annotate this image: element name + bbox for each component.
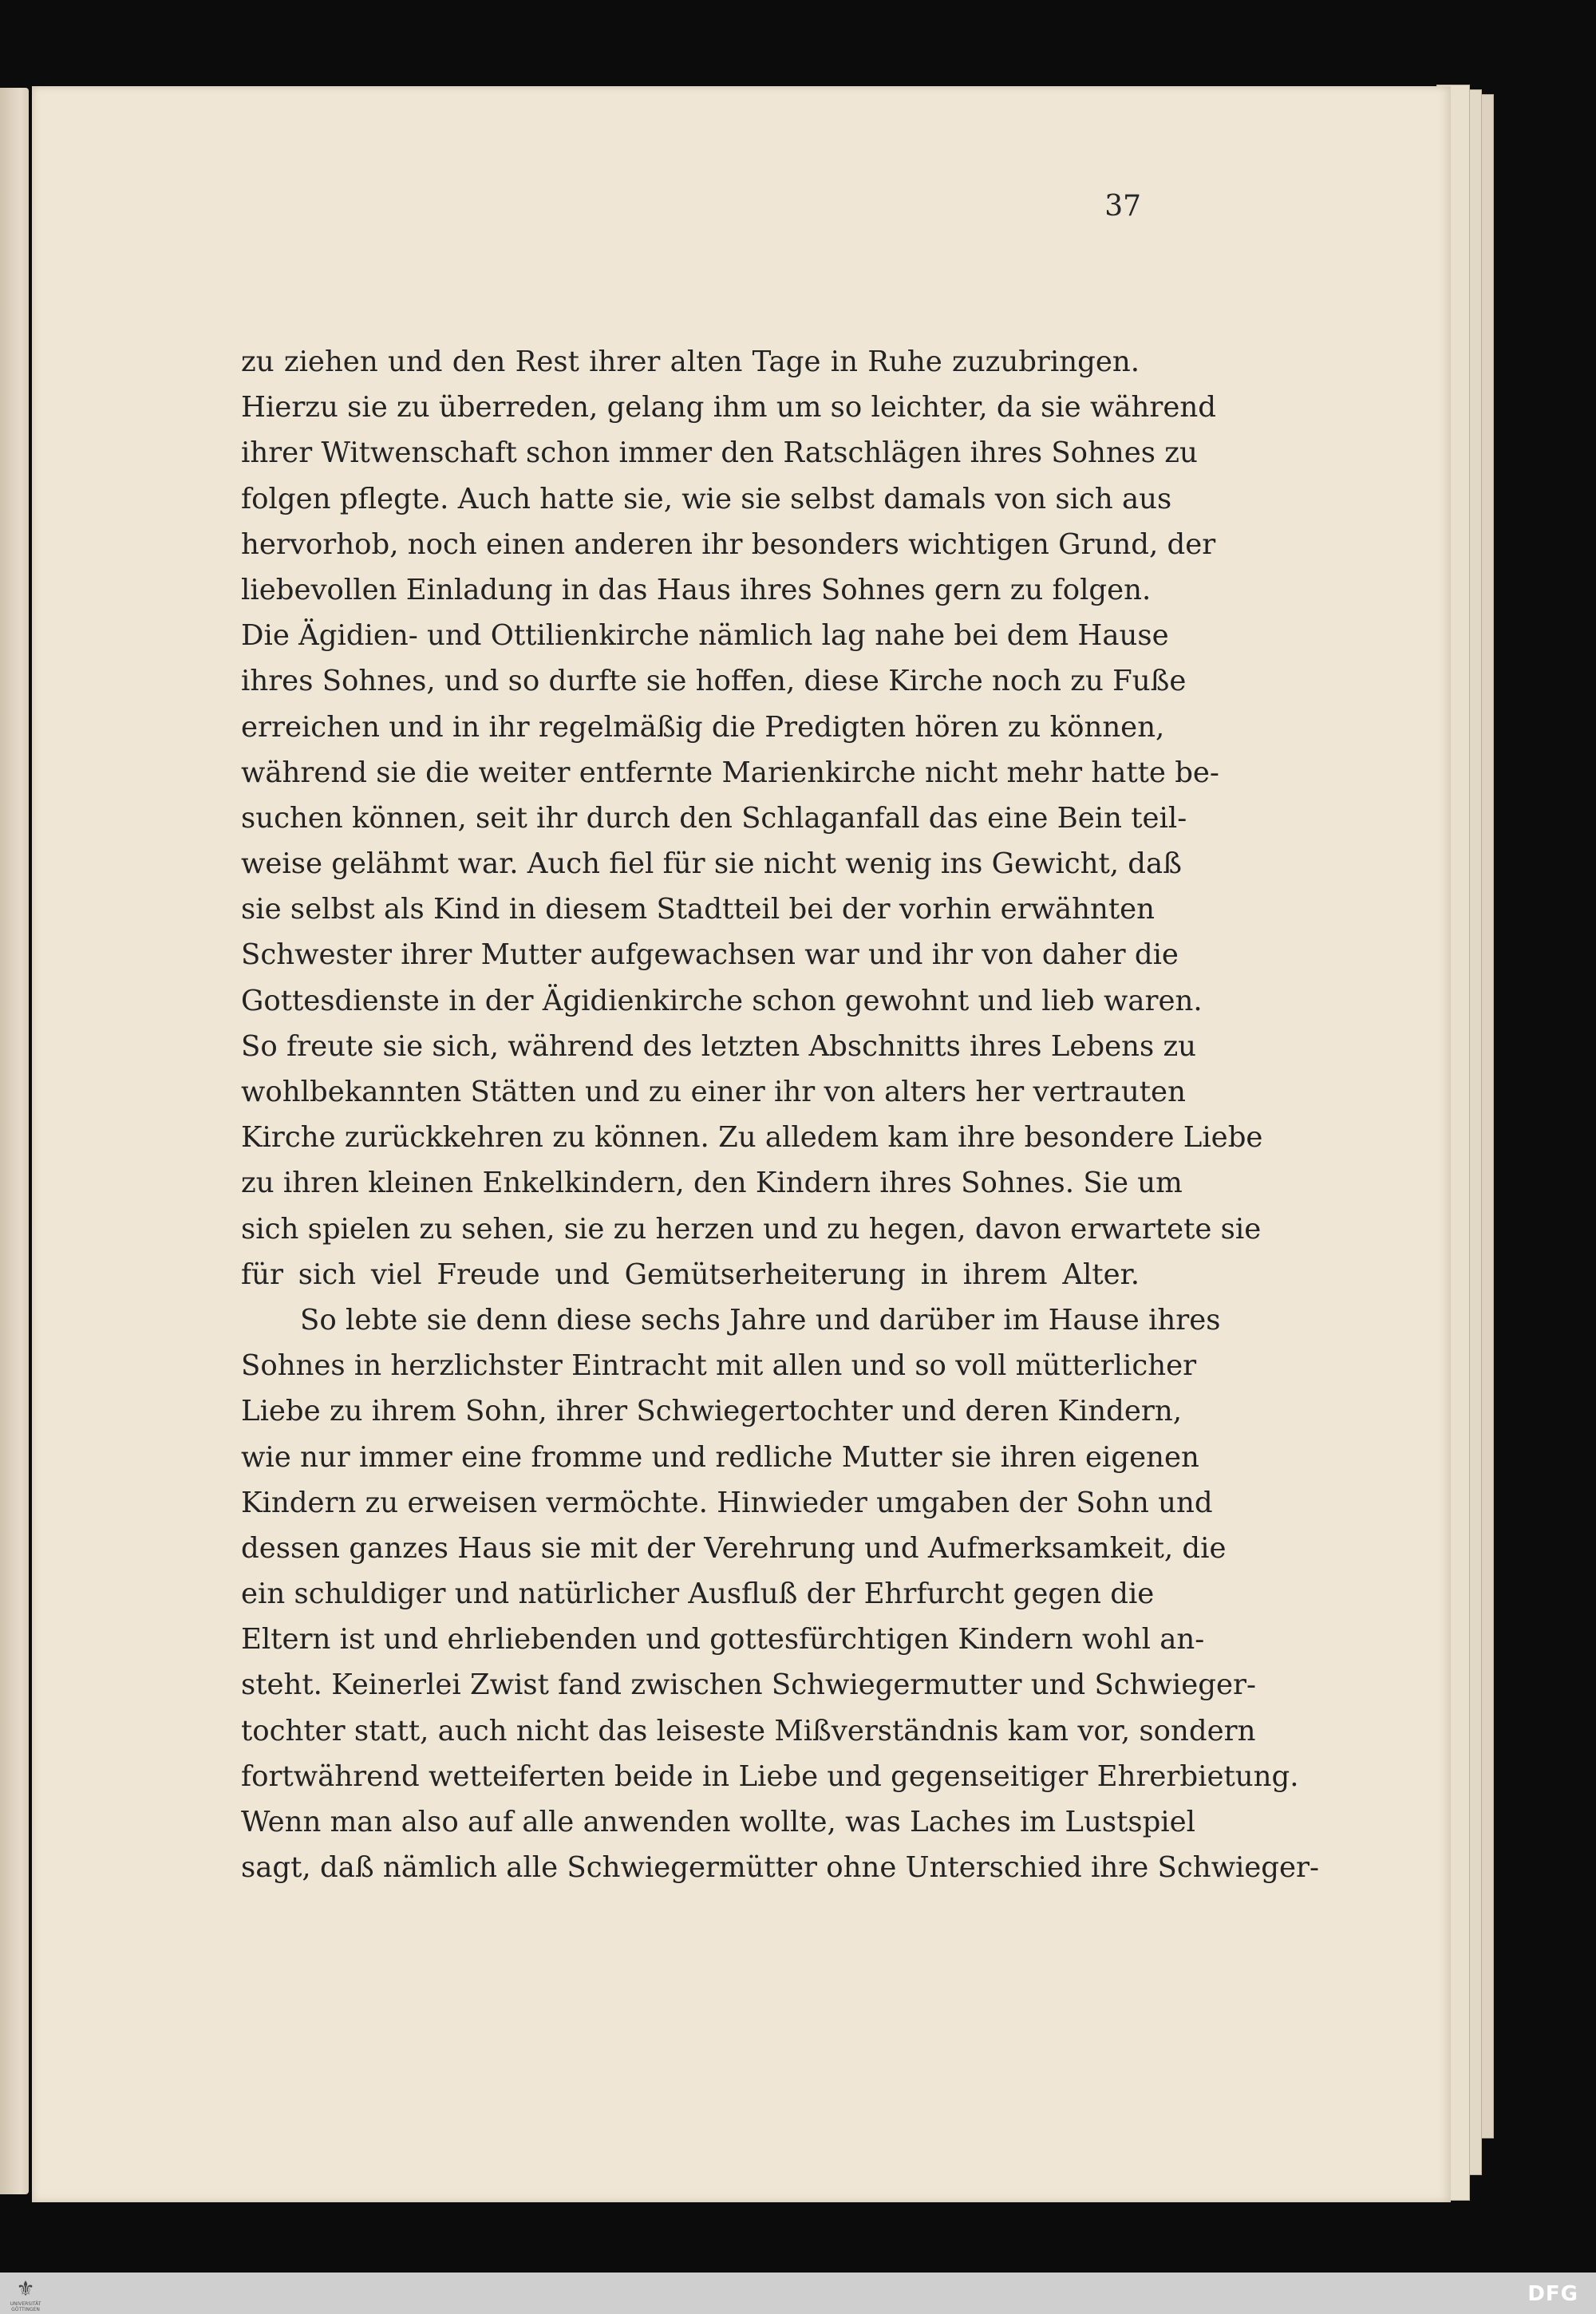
text-line: während sie die weiter entfernte Marienkirche nicht mehr hatte be-	[241, 756, 1219, 789]
text-line: sagt, daß nämlich alle Schwiegermütter ohne Unterschied ihre Schwieger-	[241, 1851, 1320, 1885]
text-line: erreichen und in ihr regelmäßig die Predigten hören zu können,	[241, 710, 1165, 744]
text-line: Schwester ihrer Mutter aufgewachsen war und ihr von daher die	[241, 938, 1179, 972]
library-seal-caption: UNIVERSITÄT GÖTTINGEN	[10, 2301, 41, 2312]
body-text	[241, 339, 1320, 1890]
text-line: suchen können, seit ihr durch den Schlaganfall das eine Bein teil-	[241, 801, 1187, 835]
text-line: Die Ägidien- und Ottilienkirche nämlich lag nahe bei dem Hause	[241, 619, 1169, 653]
text-line: Kirche zurückkehren zu können. Zu alledem kam ihre besondere Liebe	[241, 1121, 1263, 1155]
text-line: ihrer Witwenschaft schon immer den Ratschlägen ihres Sohnes zu	[241, 436, 1198, 470]
text-line: wohlbekannten Stätten und zu einer ihr von alters her vertrauten	[241, 1076, 1186, 1108]
text-line: folgen pflegte. Auch hatte sie, wie sie selbst damals von sich aus	[241, 482, 1172, 515]
text-line: ein schuldiger und natürlicher Ausfluß der Ehrfurcht gegen die	[241, 1578, 1155, 1611]
text-line: Wenn man also auf alle anwenden wollte, was Laches im Lustspiel	[241, 1806, 1196, 1838]
text-line: ihres Sohnes, und so durfte sie hoffen, diese Kirche noch zu Fuße	[241, 665, 1187, 698]
text-line: Hierzu sie zu überreden, gelang ihm um so leichter, da sie während	[241, 391, 1216, 424]
text-line: wie nur immer eine fromme und redliche Mutter sie ihren eigenen	[241, 1440, 1199, 1474]
text-line: hervorhob, noch einen anderen ihr besonders wichtigen Grund, der	[241, 527, 1216, 561]
text-line: Sohnes in herzlichster Eintracht mit allen und so voll mütterlicher	[241, 1349, 1197, 1383]
text-line: sich spielen zu sehen, sie zu herzen und zu hegen, davon erwartete sie	[241, 1212, 1262, 1246]
text-line: zu ihren kleinen Enkelkindern, den Kindern ihres Sohnes. Sie um	[241, 1167, 1183, 1200]
library-seal-icon: ⚜	[16, 2277, 35, 2301]
text-line: sie selbst als Kind in diesem Stadtteil bei der vorhin erwähnten	[241, 893, 1155, 926]
dfg-logo: DFG	[1527, 2282, 1578, 2306]
text-line: steht. Keinerlei Zwist fand zwischen Schwiegermutter und Schwieger-	[241, 1668, 1256, 1702]
text-line: tochter statt, auch nicht das leiseste Mißverständnis kam vor, sondern	[241, 1714, 1256, 1747]
text-line: weise gelähmt war. Auch fiel für sie nicht wenig ins Gewicht, daß	[241, 847, 1182, 881]
text-line: fortwährend wetteiferten beide in Liebe und gegenseitiger Ehrerbietung.	[241, 1759, 1299, 1793]
text-line: für sich viel Freude und Gemütserheiterung in ihrem Alter.	[241, 1258, 1140, 1291]
text-line: Liebe zu ihrem Sohn, ihrer Schwiegertochter und deren Kindern,	[241, 1395, 1183, 1428]
text-line: Eltern ist und ehrliebenden und gottesfürchtigen Kindern wohl an-	[241, 1623, 1205, 1657]
text-line: Gottesdienste in der Ägidienkirche schon gewohnt und lieb waren.	[241, 984, 1203, 1017]
text-line: dessen ganzes Haus sie mit der Verehrung und Aufmerksamkeit, die	[241, 1531, 1227, 1565]
previous-page-edge	[0, 88, 29, 2194]
page-number: 37	[1104, 190, 1141, 223]
text-line: So lebte sie denn diese sechs Jahre und darüber im Hause ihres	[300, 1303, 1221, 1337]
text-line: zu ziehen und den Rest ihrer alten Tage in Ruhe zuzubringen.	[241, 346, 1140, 378]
text-line: Kindern zu erweisen vermöchte. Hinwieder umgaben der Sohn und	[241, 1486, 1213, 1519]
viewer-footer-bar	[0, 2273, 1596, 2314]
text-line: liebevollen Einladung in das Haus ihres Sohnes gern zu folgen.	[241, 573, 1152, 606]
text-line: So freute sie sich, während des letzten Abschnitts ihres Lebens zu	[241, 1029, 1197, 1063]
